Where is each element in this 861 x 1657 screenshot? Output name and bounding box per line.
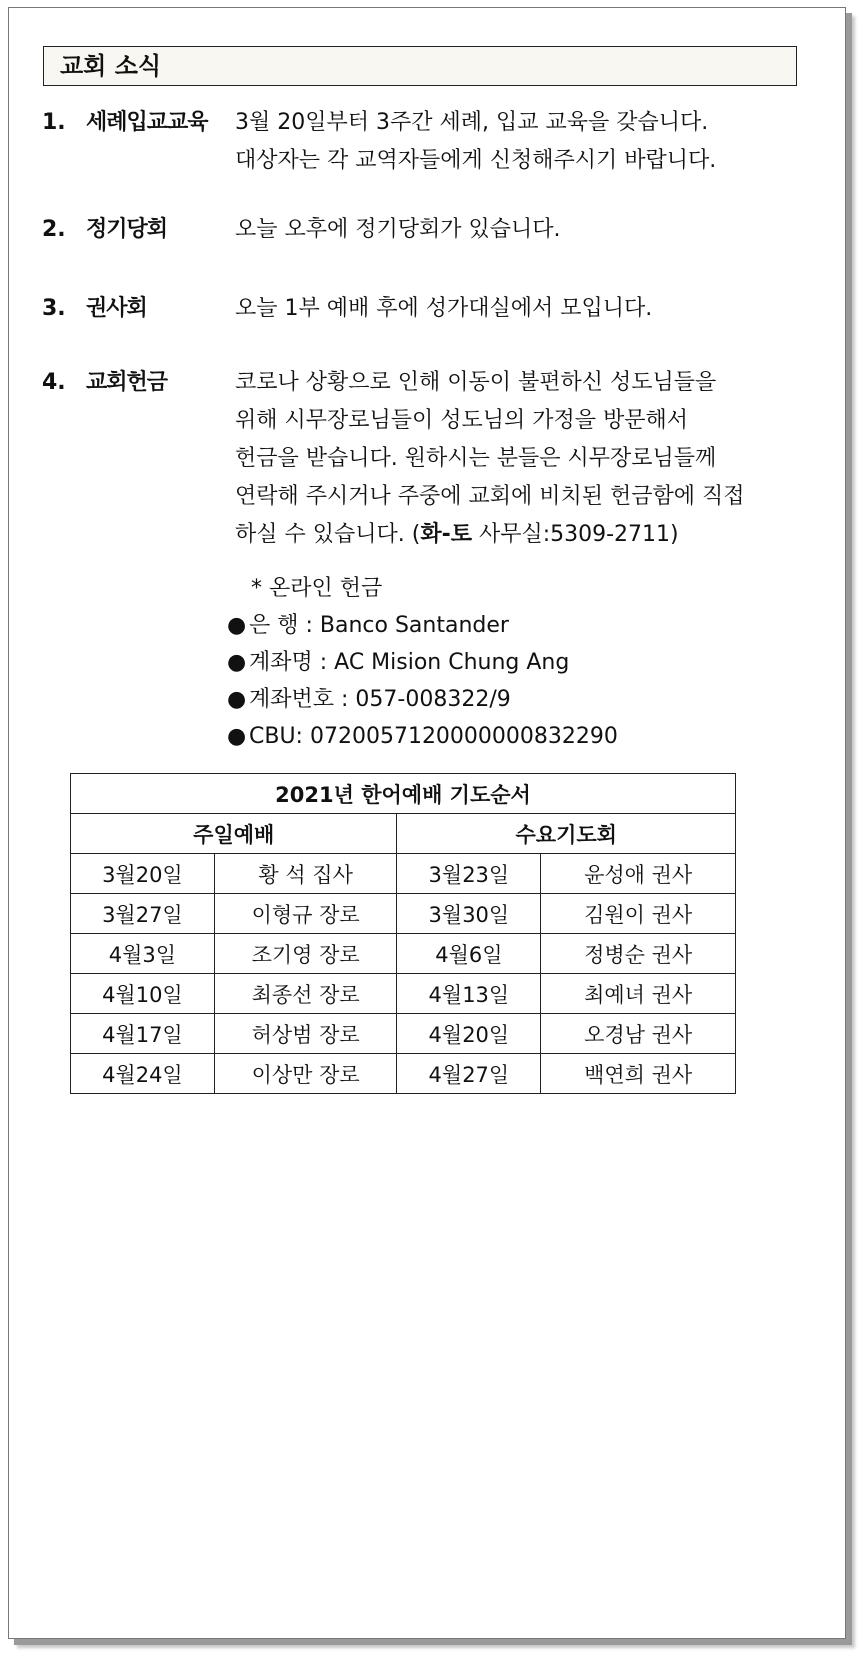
bulletin-page xyxy=(8,7,846,1639)
sunday-date: 4월17일 xyxy=(71,1014,215,1054)
sunday-date: 4월3일 xyxy=(71,934,215,974)
sunday-date: 4월10일 xyxy=(71,974,215,1014)
table-row xyxy=(71,894,736,934)
desc-line: 대상자는 각 교역자들에게 신청해주시기 바랍니다. xyxy=(235,148,717,173)
item-number: 2. xyxy=(42,217,66,242)
bullet-text: 은 행 : Banco Santander xyxy=(249,613,509,638)
wednesday-leader: 정병순 권사 xyxy=(541,934,736,974)
account-name xyxy=(227,644,618,681)
sunday-date: 3월27일 xyxy=(71,894,215,934)
item-description xyxy=(235,211,795,249)
desc-line: 헌금을 받습니다. 원하시는 분들은 시무장로님들께 xyxy=(235,446,717,471)
table-row xyxy=(71,934,736,974)
online-offering-info xyxy=(227,570,618,755)
item-title: 교회헌금 xyxy=(86,370,168,395)
item-title: 정기당회 xyxy=(86,217,168,242)
cbu-number xyxy=(227,718,618,755)
item-description xyxy=(235,104,795,180)
wednesday-date: 4월20일 xyxy=(397,1014,541,1054)
desc-line: 오늘 오후에 정기당회가 있습니다. xyxy=(235,217,561,242)
sunday-leader: 최종선 장로 xyxy=(214,974,397,1014)
sunday-date: 3월20일 xyxy=(71,854,215,894)
bullet-text: 계좌번호 : 057-008322/9 xyxy=(249,687,511,712)
bullet-icon: ● xyxy=(227,687,247,712)
desc-text: 하실 수 있습니다. ( xyxy=(235,522,421,547)
wednesday-date: 3월30일 xyxy=(397,894,541,934)
office-days: 화-토 xyxy=(420,522,472,547)
item-description xyxy=(235,290,795,328)
wednesday-leader: 윤성애 권사 xyxy=(541,854,736,894)
desc-line: 3월 20일부터 3주간 세례, 입교 교육을 갖습니다. xyxy=(235,110,709,135)
sunday-date: 4월24일 xyxy=(71,1054,215,1094)
section-title: 교회 소식 xyxy=(43,46,797,86)
item-number: 1. xyxy=(42,110,66,135)
wednesday-date: 4월6일 xyxy=(397,934,541,974)
column-header-sunday: 주일예배 xyxy=(71,814,397,854)
table-title: 2021년 한어예배 기도순서 xyxy=(71,774,736,814)
desc-line: 코로나 상황으로 인해 이동이 불편하신 성도님들을 xyxy=(235,370,717,395)
desc-line: 오늘 1부 예배 후에 성가대실에서 모입니다. xyxy=(235,296,653,321)
wednesday-leader: 김원이 권사 xyxy=(541,894,736,934)
office-phone: 사무실:5309-2711) xyxy=(471,522,679,547)
sunday-leader: 이상만 장로 xyxy=(214,1054,397,1094)
desc-line-last xyxy=(235,516,795,554)
bullet-text: CBU: 0720057120000000832290 xyxy=(249,724,618,749)
table-row xyxy=(71,854,736,894)
desc-line: 위해 시무장로님들이 성도님의 가정을 방문해서 xyxy=(235,408,689,433)
wednesday-date: 3월23일 xyxy=(397,854,541,894)
wednesday-date: 4월27일 xyxy=(397,1054,541,1094)
bullet-text: 계좌명 : AC Mision Chung Ang xyxy=(249,650,570,675)
table-row xyxy=(71,1014,736,1054)
item-number: 4. xyxy=(42,370,66,395)
sunday-leader: 조기영 장로 xyxy=(214,934,397,974)
bullet-icon: ● xyxy=(227,650,247,675)
bank-name xyxy=(227,607,618,644)
bullet-icon: ● xyxy=(227,724,247,749)
wednesday-date: 4월13일 xyxy=(397,974,541,1014)
sunday-leader: 이형규 장로 xyxy=(214,894,397,934)
account-number xyxy=(227,681,618,718)
table-row xyxy=(71,1054,736,1094)
bullet-icon: ● xyxy=(227,613,247,638)
table-row xyxy=(71,974,736,1014)
item-title: 권사회 xyxy=(86,296,147,321)
column-header-wednesday: 수요기도회 xyxy=(397,814,736,854)
sunday-leader: 황 석 집사 xyxy=(214,854,397,894)
prayer-schedule-table xyxy=(70,773,736,1094)
online-offering-note: * 온라인 헌금 xyxy=(251,576,383,601)
desc-line: 연락해 주시거나 주중에 교회에 비치된 헌금함에 직접 xyxy=(235,484,745,509)
wednesday-leader: 오경남 권사 xyxy=(541,1014,736,1054)
wednesday-leader: 백연희 권사 xyxy=(541,1054,736,1094)
item-number: 3. xyxy=(42,296,66,321)
sunday-leader: 허상범 장로 xyxy=(214,1014,397,1054)
item-description xyxy=(235,364,795,554)
wednesday-leader: 최예녀 권사 xyxy=(541,974,736,1014)
item-title: 세례입교교육 xyxy=(86,110,208,135)
